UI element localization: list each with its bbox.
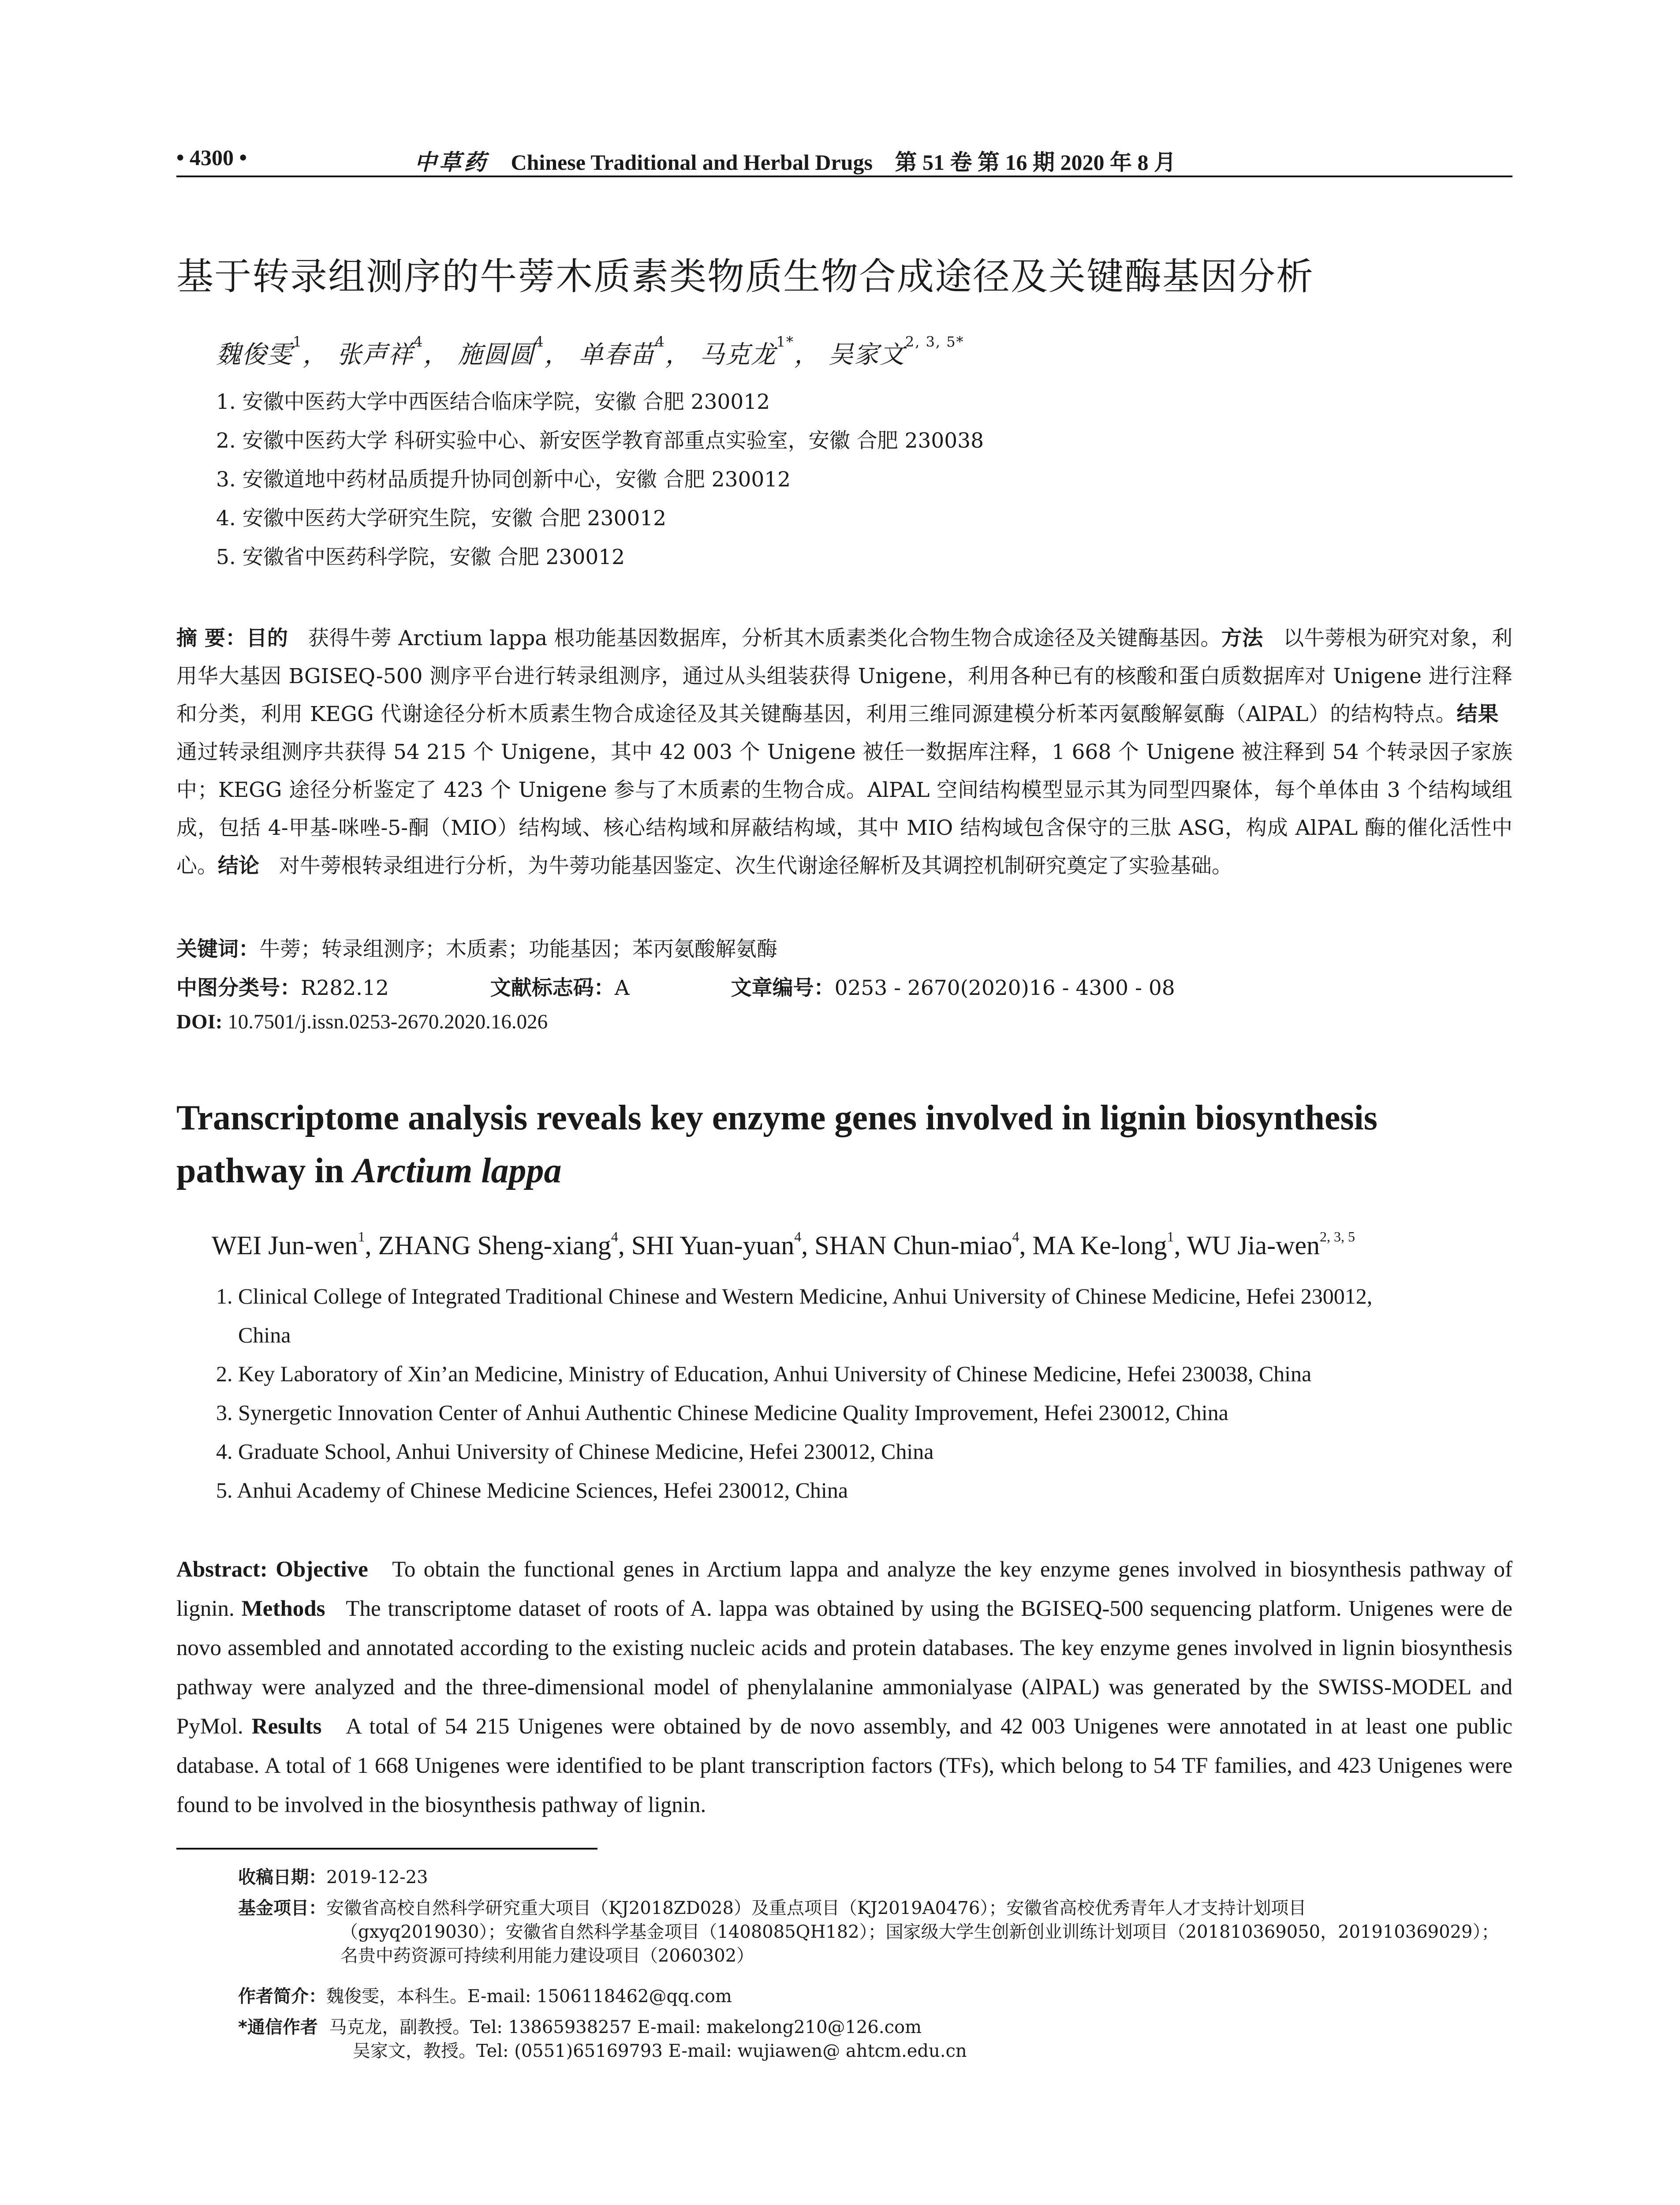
author-sup: 4 [1012, 1229, 1019, 1245]
affiliation: 2. Key Laboratory of Xin’an Medicine, Ministry of Education, Anhui University of Chinese Medicine, Hefei 230038, China [216, 1361, 1312, 1386]
methods-text: The transcriptome dataset of roots of A. lappa was obtained by using the BGISEQ-500 sequencing platform. Unigenes were de novo assembled and annotated according to the existing nucleic acids and protein databases. The key enzyme genes involved in lignin biosynthesis pathway were analyzed and the three-dimensional model of phenylalanine ammonialyase (AlPAL) was generated by the SWISS-MODEL and PyMol. [176, 1596, 1512, 1739]
footnote-author [238, 1984, 1517, 2008]
footnote-received [238, 1865, 1517, 1889]
doi-row [176, 1010, 548, 1034]
english-affiliations [216, 1277, 1517, 1510]
running-header [176, 140, 1512, 177]
author-name: MA Ke-long [1032, 1231, 1167, 1260]
corr-line: 马克龙，副教授。Tel: 13865938257 E-mail: makelong210@126.com [329, 2017, 922, 2037]
footnote-corresponding [238, 2015, 1517, 2063]
author-sup: 2, 3, 5 [1320, 1229, 1355, 1245]
objective-label: 目的 [246, 626, 288, 650]
title-line-2 [176, 1144, 1512, 1197]
author-sup: 1 [1167, 1229, 1174, 1245]
page-number: • 4300 • [176, 145, 247, 170]
author-bio: 魏俊雯，本科生。E-mail: 1506118462@qq.com [326, 1986, 732, 2007]
doc-code-label: 文献标志码： [490, 976, 615, 1000]
doi-value: 10.7501/j.issn.0253-2670.2020.16.026 [228, 1010, 548, 1033]
author-sup: 1 [358, 1229, 365, 1245]
fund-line: 名贵中药资源可持续利用能力建设项目（2060302） [340, 1946, 754, 1966]
author-sup: 4 [534, 333, 545, 350]
journal-logo: 中草药 [414, 149, 489, 175]
results-text: A total of 54 215 Unigenes were obtained by de novo assembly, and 42 003 Unigenes were annotated in at least one public database. A total of 1 668 Unigenes were identified to be plant transcription factors (TFs), which belong to 54 TF families, and 423 Unigenes were found to be involved in the biosynthesis pathway of lignin. [176, 1714, 1513, 1817]
author-sup: 1* [776, 333, 795, 350]
author-sup: 4 [794, 1229, 802, 1245]
fund-label: 基金项目： [238, 1898, 326, 1918]
conclusion-label: 结论 [218, 854, 259, 878]
affiliation: 1. Clinical College of Integrated Traditional Chinese and Western Medicine, Anhui University of Chinese Medicine, Hefei 230012, [216, 1284, 1373, 1308]
author-sup: 2, 3, 5* [905, 333, 964, 350]
clc-value: R282.12 [301, 976, 389, 1000]
author-sup: 4 [611, 1229, 618, 1245]
doi-label: DOI: [176, 1010, 223, 1033]
author-name: WEI Jun-wen [212, 1231, 358, 1260]
affiliation: 5. 安徽省中医药科学院，安徽 合肥 230012 [216, 545, 625, 569]
english-title [176, 1091, 1512, 1197]
affiliation: 3. Synergetic Innovation Center of Anhui Authentic Chinese Medicine Quality Improvement, Hefei 230012, China [216, 1400, 1228, 1425]
keywords-label: 关键词： [176, 937, 259, 961]
author-name: 马克龙 [699, 340, 777, 369]
article-no-value: 0253 - 2670(2020)16 - 4300 - 08 [834, 976, 1175, 1000]
received-label: 收稿日期： [238, 1867, 326, 1887]
affiliation: 1. 安徽中医药大学中西医结合临床学院，安徽 合肥 230012 [216, 390, 770, 414]
footnote-fund [238, 1896, 1517, 1968]
objective-text: 获得牛蒡 Arctium lappa 根功能基因数据库，分析其木质素类化合物生物合成途径及关键酶基因。 [308, 626, 1221, 650]
title-line-1: Transcriptome analysis reveals key enzyme genes involved in lignin biosynthesis [176, 1099, 1378, 1137]
title-line-2-prefix: pathway in [176, 1151, 353, 1190]
author-sup: 4 [655, 333, 665, 350]
keywords: 牛蒡；转录组测序；木质素；功能基因；苯丙氨酸解氨酶 [259, 937, 777, 961]
author-name: SHAN Chun-miao [814, 1231, 1012, 1260]
affiliation: 4. Graduate School, Anhui University of Chinese Medicine, Hefei 230012, China [216, 1439, 934, 1464]
affiliation-continued: China [238, 1323, 291, 1347]
issue-info: 第 51 卷 第 16 期 2020 年 8 月 [895, 150, 1176, 175]
methods-text: 以牛蒡根为研究对象，利用华大基因 BGISEQ-500 测序平台进行转录组测序，通过从头组装获得 Unigene，利用各种已有的核酸和蛋白质数据库对 Unigene 进行注释和分类，利用 KEGG 代谢途径分析木质素生物合成途径及其关键酶基因，利用三维同源建模分析苯丙氨酸解氨酶（AlPAL）的结构特点。 [176, 626, 1512, 726]
clc-label: 中图分类号： [176, 976, 301, 1000]
english-authors: WEI Jun-wen$^1$, ZHANG Sheng-xiang$^4$, SHI Yuan-yuan$^4$, SHAN Chun-miao$^4$, MA Ke-long$^1$, WU Jia-wen$^{2, 3, 5}$ [212, 1229, 1355, 1260]
footnote-divider [176, 1848, 597, 1850]
chinese-abstract [176, 620, 1512, 885]
doc-code-value: A [614, 976, 630, 1000]
methods-label: Methods [241, 1596, 325, 1621]
corr-label: *通信作者 [238, 2017, 318, 2037]
journal-name: Chinese Traditional and Herbal Drugs [511, 150, 873, 175]
author-name: SHI Yuan-yuan [631, 1231, 795, 1260]
objective-text: To obtain the functional genes in Arctium lappa and analyze the key enzyme genes involved in biosynthesis pathway of lignin. [176, 1557, 1512, 1621]
classification-row [176, 972, 1175, 1001]
article-no-label: 文章编号： [731, 976, 835, 1000]
conclusion-text: 对牛蒡根转录组进行分析，为牛蒡功能基因鉴定、次生代谢途径解析及其调控机制研究奠定了实验基础。 [279, 854, 1232, 878]
results-text: 通过转录组测序共获得 54 215 个 Unigene，其中 42 003 个 Unigene 被任一数据库注释，1 668 个 Unigene 被注释到 54 个转录因子家族中；KEGG 途径分析鉴定了 423 个 Unigene 参与了木质素的生物合成。AlPAL 空间结构模型显示其为同型四聚体，每个单体由 3 个结构域组成，包括 4-甲基-咪唑-5-酮（MIO）结构域、核心结构域和屏蔽结构域，其中 MIO 结构域包含保守的三肽 ASG，构成 AlPAL 酶的催化活性中心。 [176, 740, 1512, 878]
chinese-affiliations [216, 383, 1517, 577]
objective-label: Objective [276, 1557, 368, 1582]
methods-label: 方法 [1221, 626, 1263, 650]
author-name: 单春苗 [579, 340, 656, 369]
abstract-label: Abstract: [176, 1557, 268, 1582]
author-label: 作者简介： [238, 1986, 326, 2007]
author-name: 张声祥 [337, 340, 414, 369]
received-value: 2019-12-23 [326, 1867, 428, 1887]
author-name: ZHANG Sheng-xiang [378, 1231, 611, 1260]
affiliation: 2. 安徽中医药大学 科研实验中心、新安医学教育部重点实验室，安徽 合肥 230038 [216, 429, 984, 453]
author-name: 施圆圆 [458, 340, 535, 369]
keywords-row [176, 933, 777, 962]
author-name: 魏俊雯 [216, 340, 293, 369]
affiliation: 3. 安徽道地中药材品质提升协同创新中心，安徽 合肥 230012 [216, 467, 791, 492]
chinese-title: 基于转录组测序的牛蒡木质素类物质生物合成途径及关键酶基因分析 [176, 255, 1314, 298]
english-abstract [176, 1550, 1512, 1825]
author-sup: 1 [293, 333, 303, 350]
results-label: Results [251, 1714, 322, 1739]
title-species: Arctium lappa [353, 1151, 562, 1190]
results-label: 结果 [1456, 702, 1499, 726]
author-name: WU Jia-wen [1187, 1231, 1320, 1260]
chinese-authors: 魏俊雯$^1$， 张声祥$^4$， 施圆圆$^4$， 单春苗$^4$， 马克龙$^{1*}$， 吴家文$^{2, 3, 5*}$ [216, 333, 964, 369]
author-sup: 4 [414, 333, 424, 350]
author-name: 吴家文 [828, 340, 905, 369]
abstract-label: 摘 要： [176, 626, 246, 650]
fund-line: （gxyq2019030）；安徽省自然科学基金项目（1408085QH182）；国家级大学生创新创业训练计划项目（201810369050，201910369029）； [340, 1922, 1499, 1942]
affiliation: 4. 安徽中医药大学研究生院，安徽 合肥 230012 [216, 506, 667, 531]
journal-line [414, 145, 1193, 176]
corr-line: 吴家文，教授。Tel: (0551)65169793 E-mail: wujiawen@ ahtcm.edu.cn [353, 2041, 967, 2061]
fund-line: 安徽省高校自然科学研究重大项目（KJ2018ZD028）及重点项目（KJ2019A0476）；安徽省高校优秀青年人才支持计划项目 [326, 1898, 1307, 1918]
affiliation: 5. Anhui Academy of Chinese Medicine Sciences, Hefei 230012, China [216, 1478, 848, 1502]
